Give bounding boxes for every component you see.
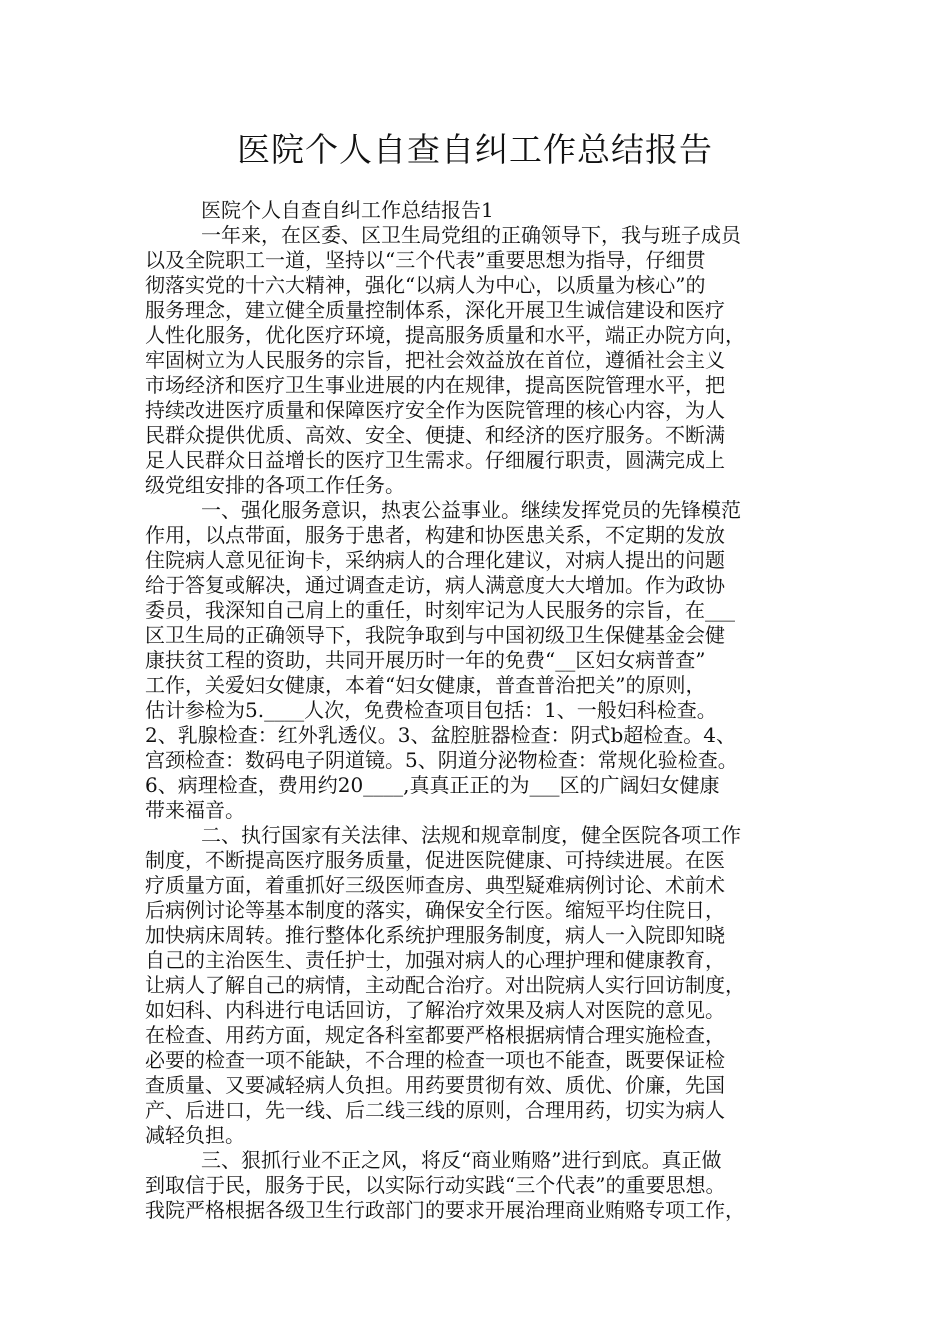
- text-line: 2、乳腺检查：红外乳透仪。3、盆腔脏器检查：阴式b超检查。4、: [145, 723, 736, 747]
- text-line: 让病人了解自己的病情，主动配合治疗。对出院病人实行回访制度，: [145, 973, 745, 997]
- text-line: 市场经济和医疗卫生事业进展的内在规律，提高医院管理水平，把: [145, 373, 725, 397]
- text-line: 彻落实党的十六大精神，强化“以病人为中心，以质量为核心”的: [145, 273, 706, 297]
- text-line: 委员，我深知自己肩上的重任，时刻牢记为人民服务的宗旨，在___: [145, 598, 735, 622]
- text-line: 产、后进口，先一线、后二线三线的原则，合理用药，切实为病人: [145, 1098, 725, 1122]
- text-line: 到取信于民，服务于民，以实际行动实践“三个代表”的重要思想。: [145, 1173, 726, 1197]
- document-title: 医院个人自查自纠工作总结报告: [237, 130, 713, 169]
- text-line: 足人民群众日益增长的医疗卫生需求。仔细履行职责，圆满完成上: [145, 448, 725, 472]
- document-body: [145, 198, 805, 1223]
- text-line: 疗质量方面，着重抓好三级医师查房、典型疑难病例讨论、术前术: [145, 873, 725, 897]
- text-line: 带来福音。: [145, 798, 245, 822]
- text-line: 减轻负担。: [145, 1123, 245, 1147]
- text-line: 作用，以点带面，服务于患者，构建和协医患关系，不定期的发放: [145, 523, 725, 547]
- text-line: 制度，不断提高医疗服务质量，促进医院健康、可持续进展。在医: [145, 848, 725, 872]
- text-line: 宫颈检查：数码电子阴道镜。5、阴道分泌物检查：常规化验检查。: [145, 748, 738, 772]
- text-line: 民群众提供优质、高效、安全、便捷、和经济的医疗服务。不断满: [145, 423, 725, 447]
- text-line: 二、执行国家有关法律、法规和规章制度，健全医院各项工作: [201, 823, 741, 847]
- text-line: 必要的检查一项不能缺，不合理的检查一项也不能查，既要保证检: [145, 1048, 725, 1072]
- text-line: 自己的主治医生、责任护士，加强对病人的心理护理和健康教育，: [145, 948, 725, 972]
- text-line: 康扶贫工程的资助，共同开展历时一年的免费“__区妇女病普查”: [145, 648, 706, 672]
- text-line: 以及全院职工一道，坚持以“三个代表”重要思想为指导，仔细贯: [145, 248, 706, 272]
- text-line: 持续改进医疗质量和保障医疗安全作为医院管理的核心内容，为人: [145, 398, 725, 422]
- text-line: 一、强化服务意识，热衷公益事业。继续发挥党员的先锋模范: [201, 498, 741, 522]
- text-line: 后病例讨论等基本制度的落实，确保安全行医。缩短平均住院日，: [145, 898, 725, 922]
- section-heading: 医院个人自查自纠工作总结报告1: [201, 198, 494, 222]
- text-line: 人性化服务，优化医疗环境，提高服务质量和水平，端正办院方向，: [145, 323, 745, 347]
- text-line: 加快病床周转。推行整体化系统护理服务制度，病人一入院即知晓: [145, 923, 725, 947]
- text-line: 一年来，在区委、区卫生局党组的正确领导下，我与班子成员: [201, 223, 741, 247]
- text-line: 查质量、又要减轻病人负担。用药要贯彻有效、质优、价廉，先国: [145, 1073, 725, 1097]
- text-line: 服务理念，建立健全质量控制体系，深化开展卫生诚信建设和医疗: [145, 298, 725, 322]
- text-line: 我院严格根据各级卫生行政部门的要求开展治理商业贿赂专项工作，: [145, 1198, 745, 1222]
- text-line: 工作，关爱妇女健康，本着“妇女健康，普查普治把关”的原则，: [145, 673, 706, 697]
- text-line: 6、病理检查，费用约20____,真真正正的为___区的广阔妇女健康: [145, 773, 720, 797]
- text-line: 估计参检为5.____人次，免费检查项目包括：1、一般妇科检查。: [145, 698, 717, 722]
- text-line: 三、狠抓行业不正之风，将反“商业贿赂”进行到底。真正做: [201, 1148, 722, 1172]
- text-line: 住院病人意见征询卡，采纳病人的合理化建议，对病人提出的问题: [145, 548, 725, 572]
- text-line: 在检查、用药方面，规定各科室都要严格根据病情合理实施检查，: [145, 1023, 725, 1047]
- text-line: 牢固树立为人民服务的宗旨，把社会效益放在首位，遵循社会主义: [145, 348, 725, 372]
- text-line: 级党组安排的各项工作任务。: [145, 473, 405, 497]
- text-line: 如妇科、内科进行电话回访，了解治疗效果及病人对医院的意见。: [145, 998, 725, 1022]
- text-line: 给于答复或解决，通过调查走访，病人满意度大大增加。作为政协: [145, 573, 725, 597]
- text-line: 区卫生局的正确领导下，我院争取到与中国初级卫生保健基金会健: [145, 623, 725, 647]
